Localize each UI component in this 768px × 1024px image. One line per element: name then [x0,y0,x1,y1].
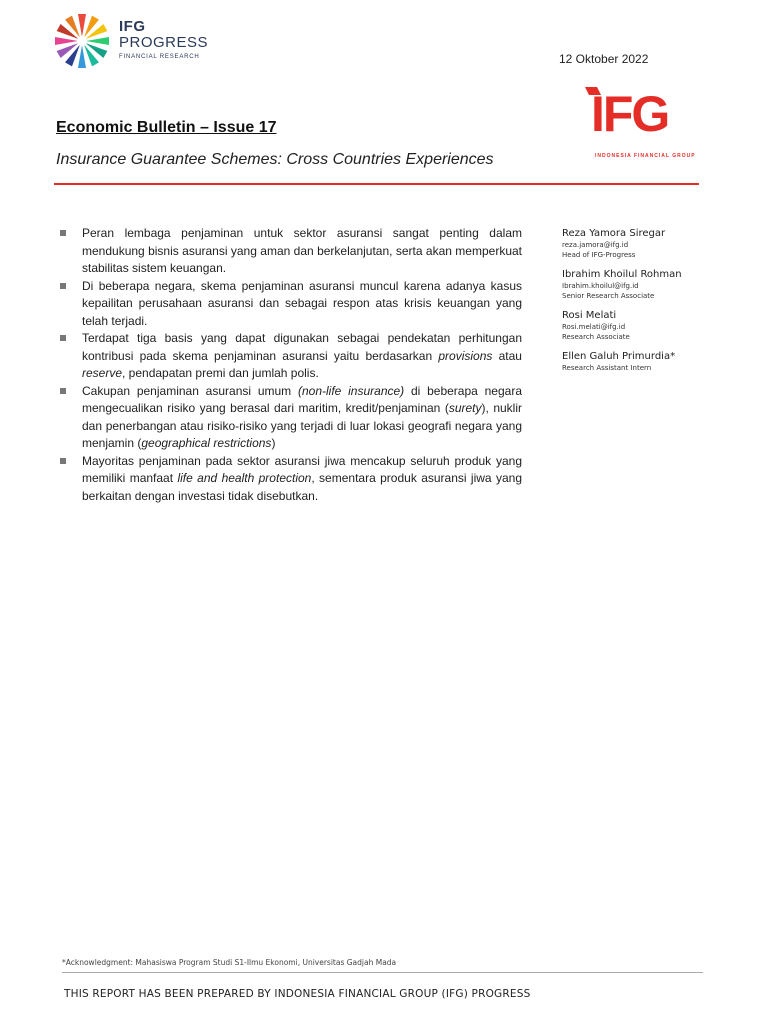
bullet-text: , pendapatan premi dan jumlah polis. [122,366,319,380]
square-bullet-icon [60,335,66,341]
footer-text: THIS REPORT HAS BEEN PREPARED BY INDONESIA FINANCIAL GROUP (IFG) PROGRESS [64,988,531,1000]
bullet-text: Mayoritas penjaminan pada sektor asuransi jiwa mencakup seluruh produk yang memiliki manfaat [82,453,522,485]
bullet-text: ), nuklir dan penerbangan atau risiko-risiko yang terjadi di luar lokasi geografi negara yang menjamin ( [82,401,522,450]
logo-name: IFG [119,18,146,35]
author-name: Rosi Melati [562,310,617,321]
bullet-italic-text: provisions [438,348,493,363]
bullet-italic-text: life and health protection [177,471,312,485]
acknowledgment-note: *Acknowledgment: Mahasiswa Program Studi S1-Ilmu Ekonomi, Universitas Gadjah Mada [62,958,397,967]
square-bullet-icon [60,283,66,289]
ifg-logo [583,85,703,165]
author-entry [562,268,712,301]
burst-logo-icon [52,10,112,72]
bullet-text: , sementara produk asuransi jiwa yang berkaitan dengan investasi tidak disebutkan. [82,471,522,503]
author-role: Head of IFG-Progress [562,251,636,259]
square-bullet-icon [60,458,66,464]
page-title: Economic Bulletin – Issue 17 [56,119,277,136]
bullet-italic-text: reserve [82,366,123,380]
footer-divider [62,972,703,973]
author-email: Rosi.melati@ifg.id [562,323,626,331]
bullet-item [60,330,522,383]
bullet-text: Terdapat tiga basis yang dapat digunakan sebagai pendekatan perhitungan kontribusi pada skema penjaminan asuransi yaitu berdasarkan [82,331,522,363]
author-entry [562,350,712,373]
bullet-text: Cakupan penjaminan asuransi umum [82,383,298,398]
report-date: 12 Oktober 2022 [559,52,649,66]
ifg-letters: IFG [591,86,669,142]
author-entry [562,227,712,260]
author-name: Reza Yamora Siregar [562,228,666,239]
bullet-item [60,453,522,506]
summary-bullets [60,225,522,505]
bullet-italic-text: (non-life insurance) [297,383,405,398]
square-bullet-icon [60,388,66,394]
logo-tagline: FINANCIAL RESEARCH [119,54,200,60]
bullet-item [60,225,522,278]
bullet-item [60,278,522,331]
page-subtitle: Insurance Guarantee Schemes: Cross Countries Experiences [56,151,494,168]
logo-sub: PROGRESS [119,34,209,51]
ifg-caption: INDONESIA FINANCIAL GROUP [595,153,696,159]
square-bullet-icon [60,230,66,236]
author-name: Ellen Galuh Primurdia* [562,351,676,362]
bullet-text: atau [492,348,522,363]
author-name: Ibrahim Khoilul Rohman [562,269,682,280]
bullet-text: Di beberapa negara, skema penjaminan asuransi muncul karena adanya kasus kepailitan perusahaan asuransi dan sebagai respon atas krisis keuangan yang telah terjadi. [82,278,522,328]
bullet-text: di beberapa negara mengecualikan risiko yang berasal dari maritim, kredit/penjaminan ( [82,383,522,415]
bullet-item [60,383,522,453]
author-email: Ibrahim.khoilul@ifg.id [562,282,639,290]
author-email: reza.jamora@ifg.id [562,241,629,249]
ifg-progress-logo [52,10,222,72]
author-entry [562,309,712,342]
bullet-italic-text: geographical restrictions [141,436,272,450]
author-role: Senior Research Associate [562,292,655,300]
bullet-italic-text: surety [448,401,482,415]
author-role: Research Assistant Intern [562,364,652,372]
author-role: Research Associate [562,333,630,341]
bullet-text: Peran lembaga penjaminan untuk sektor asuransi sangat penting dalam mendukung bisnis asuransi yang aman dan berkelanjutan, serta akan memperkuat stabilitas sistem keuangan. [82,226,522,275]
bullet-text: ) [271,436,276,450]
header-divider [54,183,699,185]
author-list [562,227,712,381]
